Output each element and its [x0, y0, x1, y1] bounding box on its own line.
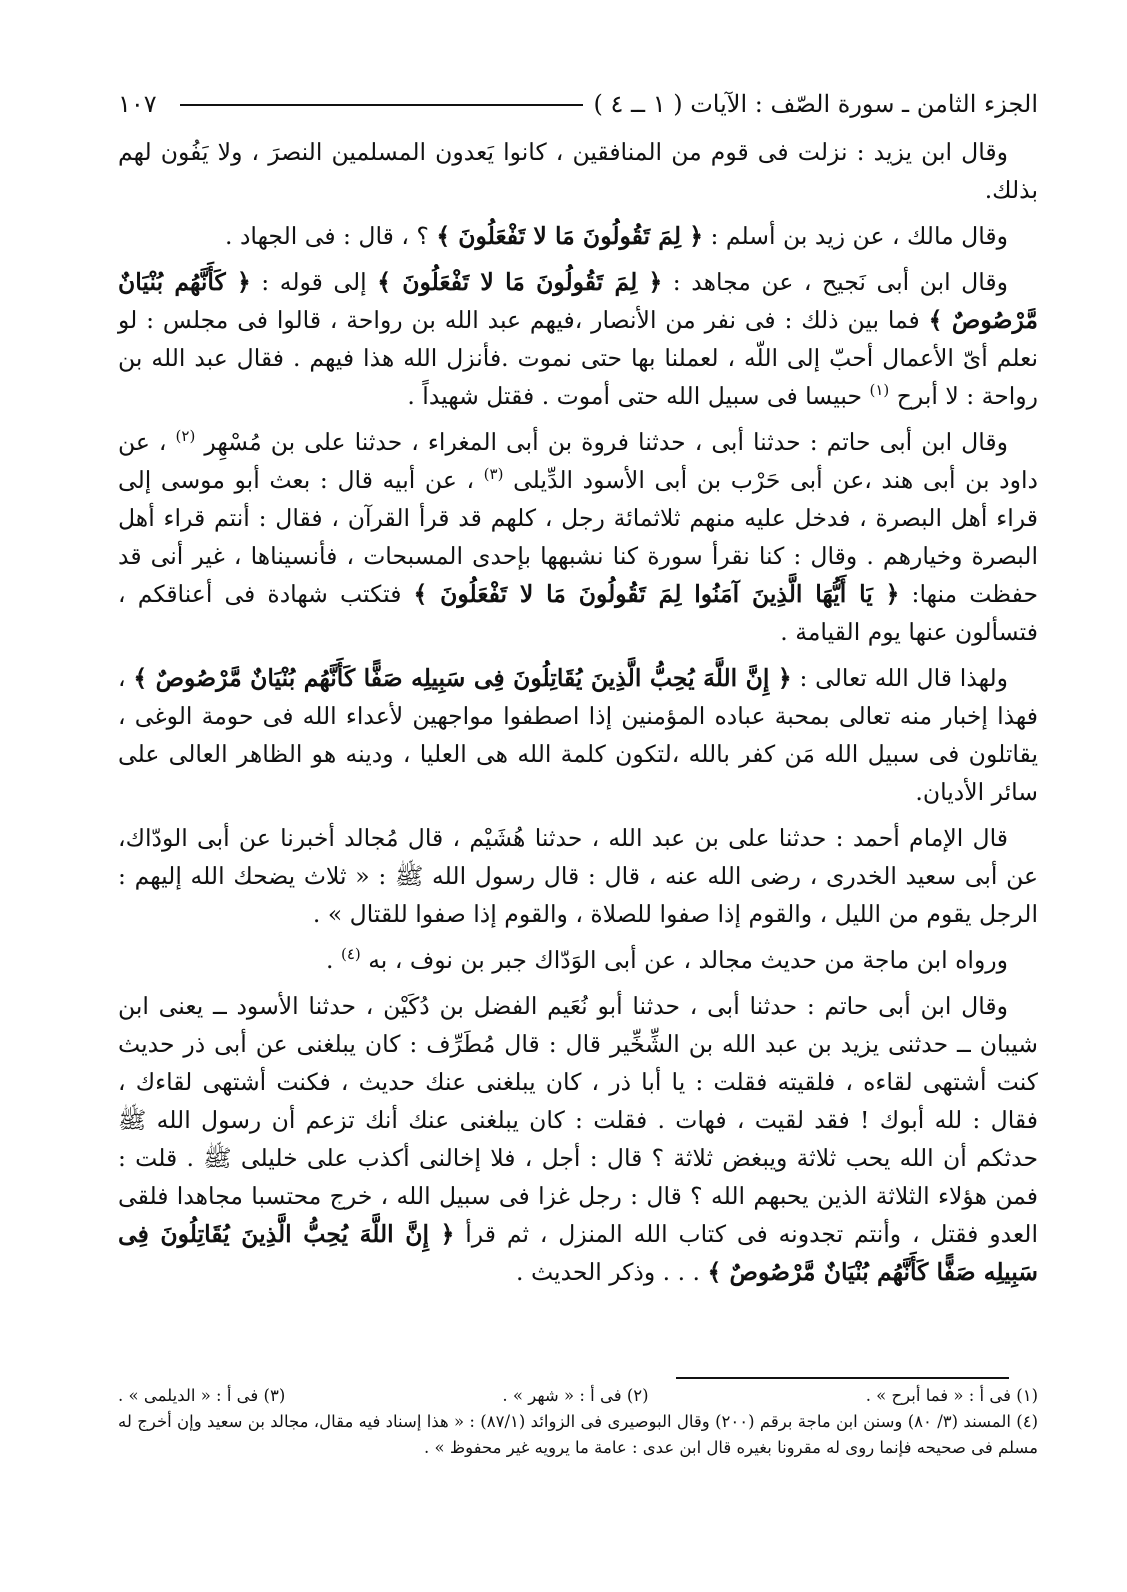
paragraph	[118, 659, 1038, 811]
header-title: الجزء الثامن ـ سورة الصّف : الآيات ( ١ ــ ٤ )	[593, 90, 1038, 118]
footnote-2: (٢) فى أ : « شهر » .	[502, 1386, 649, 1405]
header-rule	[180, 104, 583, 106]
footnote-separator	[676, 1377, 1009, 1379]
quran-verse: ﴿ كَأَنَّهُم بُنْيَانٌ مَّرْصُوصٌ ﴾	[118, 268, 1038, 334]
quran-verse: ﴿ لِمَ تَقُولُونَ مَا لا تَفْعَلُونَ ﴾	[436, 222, 703, 250]
paragraph	[118, 987, 1038, 1291]
text-run: . . . وذكر الحديث .	[516, 1258, 708, 1286]
text-run: حبيسا فى سبيل الله حتى أموت . فقتل شهيداً .	[407, 382, 870, 410]
paragraph	[118, 217, 1038, 255]
text-run: وقال ابن أبى حاتم : حدثنا أبى ، حدثنا أبو نُعَيم الفضل بن دُكَيْن ، حدثنا الأسود ــ يعنى ابن شيبان ــ حدثنى يزيد بن عبد الله بن الشِّخِّير قال : قال مُطَرِّف : كان يبلغنى عن أبى ذر حديث كنت أشتهى لقاءه ، فلقيته فقلت : يا أبا ذر ، كان يبلغنى عنك حديث ، فكنت أشتهى لقاءك ، فقال : لله أبوك ! فقد لقيت ، فهات . فقلت : كان يبلغنى عنك أنك تزعم أن رسول الله ﷺ حدثكم أن الله يحب ثلاثة ويبغض ثلاثة ؟ قال : أجل ، فلا إخالنى أكذب على خليلى ﷺ . قلت : فمن هؤلاء الثلاثة الذين يحبهم الله ؟ قال : رجل غزا فى سبيل الله ، خرج محتسبا مجاهدا فلقى العدو فقتل ، وأنتم تجدونه فى كتاب الله المنزل ، ثم قرأ	[118, 992, 1038, 1248]
footnotes	[118, 1383, 1038, 1461]
footnote-1: (١) فى أ : « فما أبرح » .	[865, 1386, 1038, 1405]
quran-verse: ﴿ يَا أَيُّهَا الَّذِينَ آمَنُوا لِمَ تَقُولُونَ مَا لا تَفْعَلُونَ ﴾	[413, 580, 900, 608]
paragraph	[118, 423, 1038, 651]
text-run: وقال ابن يزيد : نزلت فى قوم من المنافقين ، كانوا يَعدون المسلمين النصرَ ، ولا يَفُون لهم بذلك.	[118, 138, 1038, 204]
footnote-ref: (٣)	[483, 465, 504, 484]
running-header	[118, 86, 1038, 126]
footnote-ref: (٢)	[175, 427, 196, 446]
paragraph	[118, 263, 1038, 415]
paragraph	[118, 133, 1038, 209]
footnote-3: (٣) فى أ : « الديلمى » .	[118, 1386, 286, 1405]
paragraph	[118, 941, 1038, 979]
text-run: .	[326, 946, 341, 974]
text-run: فما بين ذلك : فى نفر من الأنصار ،فيهم عبد الله بن رواحة ، قالوا فى مجلس : لو نعلم أىّ الأعمال أحبّ إلى اللّه ، لعملنا بها حتى نموت .فأنزل الله هذا فيهم . فقال عبد الله بن رواحة : لا أبرح	[118, 306, 1038, 410]
page-number: ١٠٧	[118, 90, 157, 118]
text-run: وقال ابن أبى نَجيح ، عن مجاهد :	[662, 268, 1008, 296]
footnote-ref: (١)	[869, 381, 890, 400]
footnote-4: (٤) المسند (٣/ ٨٠) وسنن ابن ماجة برقم (٢٠٠) وقال البوصيرى فى الزوائد (٨٧/١) : « هذا إسناد فيه مقال، مجالد بن سعيد وإن أخرج له مسلم فى صحيحه فإنما روى له مقرونا بغيره قال ابن عدى : عامة ما يرويه غير محفوظ » .	[118, 1412, 1039, 1457]
quran-verse: ﴿ إِنَّ اللَّهَ يُحِبُّ الَّذِينَ يُقَاتِلُونَ فِى سَبِيلِه صَفًّا كَأَنَّهُم بُنْيَانٌ مَّرْصُوصٌ ﴾	[133, 664, 792, 692]
paragraph	[118, 819, 1038, 933]
quran-verse: ﴿ لِمَ تَقُولُونَ مَا لا تَفْعَلُونَ ﴾	[377, 268, 663, 296]
text-run: فتكتب شهادة فى أعناقكم ، فتسألون عنها يوم القيامة .	[118, 580, 1038, 646]
text-run: ولهذا قال الله تعالى :	[791, 664, 1008, 692]
text-run: ورواه ابن ماجة من حديث مجالد ، عن أبى الوَدّاك جبر بن نوف ، به	[360, 946, 1008, 974]
main-text	[118, 133, 1038, 1299]
text-run: وقال ابن أبى حاتم : حدثنا أبى ، حدثنا فروة بن أبى المغراء ، حدثنا على بن مُسْهِر	[195, 428, 1008, 456]
text-run: إلى قوله :	[250, 268, 378, 296]
footnotes-short-row	[118, 1383, 1038, 1409]
text-run: ؟ ، قال : فى الجهاد .	[225, 222, 437, 250]
text-run: ، عن داود بن أبى هند ،عن أبى حَرْب بن أبى الأسود الدِّيلى	[118, 428, 1038, 494]
text-run: قال الإمام أحمد : حدثنا على بن عبد الله ، حدثنا هُشَيْم ، قال مُجالد أخبرنا عن أبى الودّاك، عن أبى سعيد الخدرى ، رضى الله عنه ، قال : قال رسول الله ﷺ : « ثلاث يضحك الله إليهم : الرجل يقوم من الليل ، والقوم إذا صفوا للصلاة ، والقوم إذا صفوا للقتال » .	[118, 824, 1038, 928]
quran-verse: ﴿ إِنَّ اللَّهَ يُحِبُّ الَّذِينَ يُقَاتِلُونَ فِى سَبِيلِه صَفًّا كَأَنَّهُم بُنْيَانٌ مَّرْصُوصٌ ﴾	[118, 1220, 1038, 1286]
footnote-ref: (٤)	[340, 945, 361, 964]
text-run: ، فهذا إخبار منه تعالى بمحبة عباده المؤمنين إذا اصطفوا مواجهين لأعداء الله فى حومة الوغى ، يقاتلون فى سبيل الله مَن كفر بالله ،لتكون كلمة الله هى العليا ، ودينه هو الظاهر العالى على سائر الأديان.	[118, 664, 1038, 806]
text-run: وقال مالك ، عن زيد بن أسلم :	[703, 222, 1008, 250]
text-run: ، عن أبيه قال : بعث أبو موسى إلى قراء أهل البصرة ، فدخل عليه منهم ثلاثمائة رجل ، كلهم قد قرأ القرآن ، فقال : أنتم قراء أهل البصرة وخيارهم . وقال : كنا نقرأ سورة كنا نشبهها بإحدى المسبحات ، فأنسيناها ، غير أنى قد حفظت منها:	[118, 466, 1038, 608]
